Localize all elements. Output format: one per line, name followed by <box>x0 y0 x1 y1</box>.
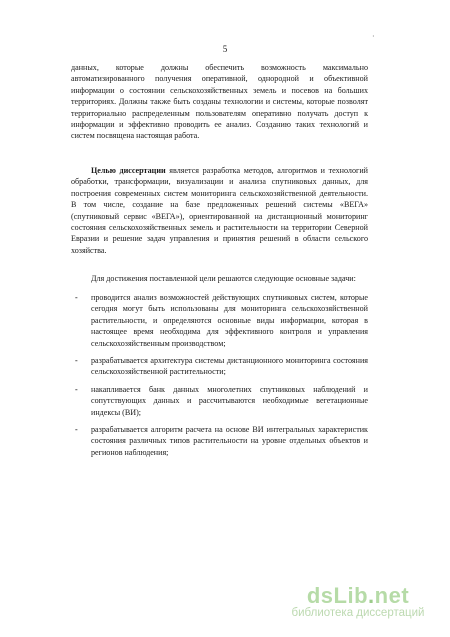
task-list <box>71 292 368 464</box>
logo-tld: net <box>374 583 410 608</box>
list-bullet: - <box>75 356 78 366</box>
list-item <box>71 355 368 378</box>
goal-text: является разработка методов, алгоритмов и технологий обработки, трансформации, визуализации и анализа спутниковых данных, для построения современных систем мониторинга сельскохозяйственной деятельности. В том числе, создание на базе предложенных решений системы «ВЕГА» (спутниковый сервис «ВЕГА»), ориентированной на дистанционный мониторинг состояния сельскохозяйственных земель и растительности на территории Северной Евразии и решение задач управления и принятия решений в области сельского хозяйства. <box>71 166 369 255</box>
list-bullet: - <box>75 293 78 302</box>
list-item-text: разрабатывается алгоритм расчета на основе ВИ интегральных характеристик состояния различных типов растительности на уровне отдельных объектов и регионов наблюдения; <box>91 425 368 457</box>
paragraph-tasks-intro: Для достижения поставленной цели решаются следующие основные задачи: <box>91 274 356 283</box>
watermark-subtitle: библиотека диссертаций <box>291 607 425 619</box>
list-bullet: - <box>75 384 78 394</box>
list-item-text: проводится анализ возможностей действующих спутниковых систем, которые сегодня могут быть использованы для мониторинга сельскохозяйственной растительности, и определяются основные виды информации, которая в настоящее время необходима для эффективного контроля и управления сельскохозяйственным производством; <box>91 293 368 348</box>
corner-mark: · <box>372 32 375 41</box>
paragraph-goal <box>71 165 368 256</box>
list-bullet: - <box>75 425 78 435</box>
watermark-logo <box>268 583 448 609</box>
list-item-text: разрабатывается архитектура системы дистанционного мониторинга состояния сельскохозяйственной растительности; <box>91 356 368 377</box>
goal-heading: Целью диссертации <box>91 166 166 175</box>
list-item <box>71 424 368 458</box>
logo-main: dsLib <box>306 583 369 608</box>
watermark[interactable] <box>268 583 448 619</box>
logo-dot: . <box>368 583 375 608</box>
list-item-text: накапливается банк данных многолетних спутниковых наблюдений и сопутствующих данных и рассчитываются необходимые вегетационные индексы (ВИ); <box>91 384 368 417</box>
paragraph-continuation: данных, которые должны обеспечить возможность максимально автоматизированного получения оперативной, однородной и объективной информации о состоянии сельскохозяйственных земель и посевов на больших территориях. Должны также быть созданы технологии и системы, которые позволят территориально распределенным пользователям оперативно получать доступ к информации и эффективно проводить ее анализ. Созданию таких технологий и систем посвящена настоящая работа. <box>71 63 368 141</box>
page-number: 5 <box>222 44 228 54</box>
list-item <box>71 384 368 418</box>
list-item <box>71 292 368 349</box>
